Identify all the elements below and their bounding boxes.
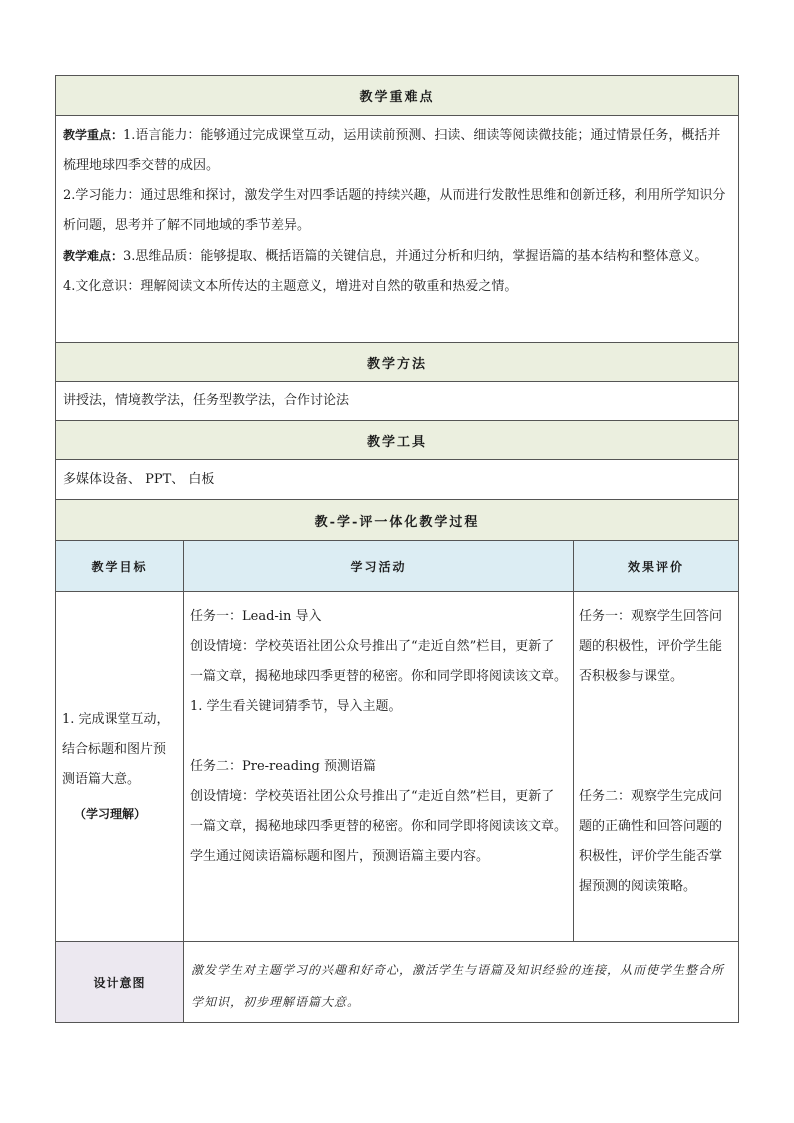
tools-header: 教学工具 — [56, 421, 739, 460]
eval-task2: 任务二：观察学生完成问题的正确性和回答问题的积极性，评价学生能否掌握预测的阅读策略。 — [579, 789, 723, 894]
task2-step: 学生通过阅读语篇标题和图片，预测语篇主要内容。 — [190, 849, 490, 864]
key-point-1: 1.语言能力：能够通过完成课堂互动，运用读前预测、扫读、细读等阅读微技能；通过情景任务，概括并梳理地球四季交替的成因。 — [63, 128, 721, 173]
key-point-paragraph — [63, 120, 731, 181]
col-header-activity: 学习活动 — [184, 541, 574, 592]
key-point-2: 2.学习能力：通过思维和探讨，激发学生对四季话题的持续兴趣，从而进行发散性思维和创新迁移，利用所学知识分析问题，思考并了解不同地域的季节差异。 — [63, 188, 726, 233]
task1-step: 1. 学生看关键词猜季节，导入主题。 — [190, 699, 402, 714]
spacer — [190, 722, 567, 752]
task2-title: 任务二：Pre-reading 预测语篇 — [190, 759, 377, 774]
difficulty-header: 教学重难点 — [56, 76, 739, 116]
spacer — [579, 692, 733, 782]
tools-text: 多媒体设备、 PPT、 白板 — [56, 460, 739, 500]
hard-point-4: 4.文化意识：理解阅读文本所传达的主题意义，增进对自然的敬重和热爱之情。 — [63, 279, 518, 294]
col-header-eval: 效果评价 — [574, 541, 739, 592]
goal-category: （学习理解） — [74, 806, 147, 821]
hard-point-label: 教学难点： — [63, 249, 124, 263]
goal-cell — [56, 592, 184, 942]
process-header: 教-学-评一体化教学过程 — [56, 500, 739, 541]
goal-text: 1. 完成课堂互动，结合标题和图片预测语篇大意。 — [62, 711, 170, 787]
design-intent-text: 激发学生对主题学习的兴趣和好奇心，激活学生与语篇及知识经验的连接，从而使学生整合所学知识，初步理解语篇大意。 — [184, 942, 739, 1023]
activity-cell — [184, 592, 574, 942]
eval-cell — [574, 592, 739, 942]
lesson-plan-table — [55, 75, 739, 1023]
difficulty-body — [56, 116, 739, 343]
task2-scene: 创设情境：学校英语社团公众号推出了“走近自然”栏目，更新了一篇文章，揭秘地球四季更替的秘密。你和同学即将阅读该文章。 — [190, 789, 568, 834]
key-point-label: 教学重点： — [63, 128, 124, 142]
task1-scene: 创设情境：学校英语社团公众号推出了“走近自然”栏目，更新了一篇文章，揭秘地球四季更替的秘密。你和同学即将阅读该文章。 — [190, 639, 568, 684]
eval-task1: 任务一：观察学生回答问题的积极性，评价学生能否积极参与课堂。 — [579, 609, 723, 684]
hard-point-3: 3.思维品质：能够提取、概括语篇的关键信息，并通过分析和归纳，掌握语篇的基本结构和整体意义。 — [123, 249, 708, 264]
design-intent-label: 设计意图 — [56, 942, 184, 1023]
methods-text: 讲授法，情境教学法，任务型教学法，合作讨论法 — [56, 382, 739, 421]
task1-title: 任务一：Lead-in 导入 — [190, 609, 322, 624]
hard-point-paragraph — [63, 241, 731, 272]
col-header-goal: 教学目标 — [56, 541, 184, 592]
methods-header: 教学方法 — [56, 343, 739, 382]
